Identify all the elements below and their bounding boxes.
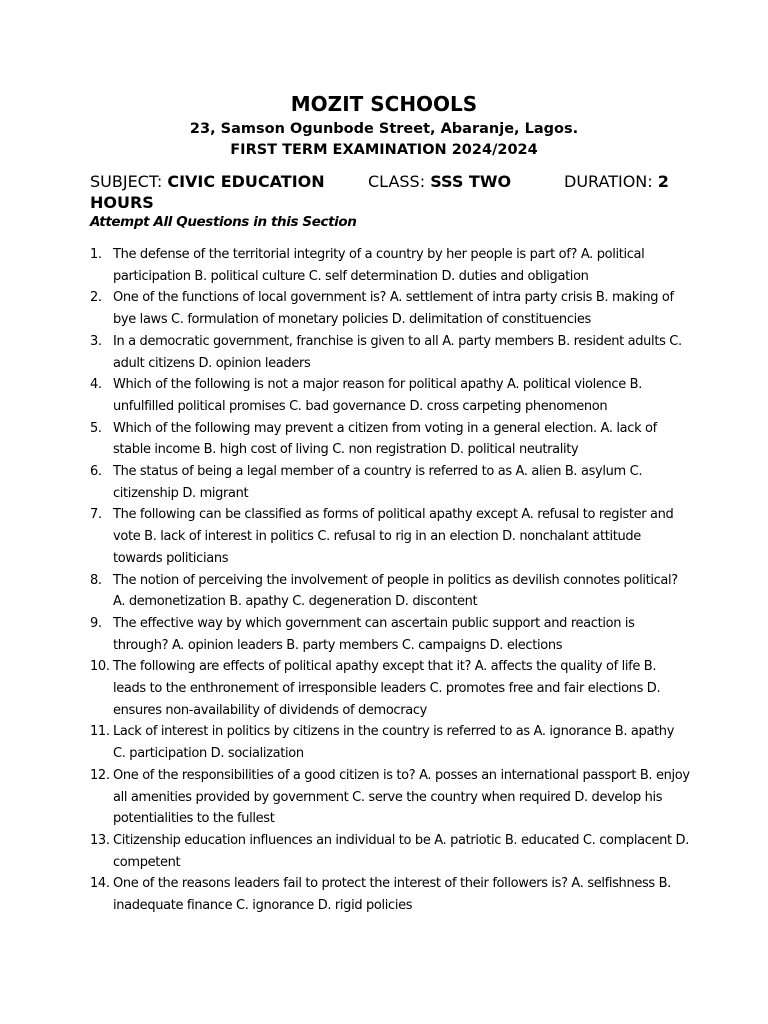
question-item: [90, 656, 690, 721]
question-item: [90, 461, 690, 504]
exam-title: FIRST TERM EXAMINATION 2024/2024: [230, 142, 538, 158]
question-number: 5.: [90, 420, 102, 436]
question-text: Which of the following is not a major reason for political apathy A. political violence B. unfulfilled political promises C. bad governance D. cross carpeting phenomenon: [113, 377, 642, 414]
question-text: Citizenship education influences an individual to be A. patriotic B. educated C. complacent D. competent: [113, 832, 689, 870]
question-number: 12.: [90, 767, 110, 783]
question-item: [90, 374, 690, 417]
question-number: 14.: [90, 876, 110, 892]
question-text: Which of the following may prevent a citizen from voting in a general election. A. lack of stable income B. high cost of living C. non registration D. political neutrality: [113, 420, 657, 458]
question-item: [90, 504, 690, 569]
school-name: MOZIT SCHOOLS: [290, 92, 478, 116]
question-item: [90, 873, 690, 916]
question-text: One of the reasons leaders fail to protect the interest of their followers is? A. selfishness B. inadequate finance C. ignorance D. rigid policies: [113, 876, 671, 914]
question-text: In a democratic government, franchise is given to all A. party members B. resident adults C. adult citizens D. opinion leaders: [113, 333, 682, 371]
question-item: [90, 418, 690, 461]
duration-label: DURATION:: [564, 172, 653, 191]
question-text: The status of being a legal member of a country is referred to as A. alien B. asylum C. citizenship D. migrant: [113, 464, 643, 501]
class-value: SSS TWO: [430, 172, 512, 191]
school-address: 23, Samson Ogunbode Street, Abaranje, Lagos.: [189, 121, 579, 137]
question-item: [90, 331, 690, 374]
question-number: 2.: [90, 290, 102, 306]
question-text: The defense of the territorial integrity of a country by her people is part of? A. political participation B. political culture C. self determination D. duties and obligation: [113, 247, 645, 284]
class-label: CLASS:: [368, 172, 426, 191]
question-item: [90, 570, 690, 613]
question-number: 3.: [90, 333, 102, 349]
question-text: The following can be classified as forms of political apathy except A. refusal to register and vote B. lack of interest in politics C. refusal to rig in an election D. nonchalant attitude towards politicians: [113, 507, 674, 566]
question-text: One of the functions of local government is? A. settlement of intra party crisis B. making of bye laws C. formulation of monetary policies D. delimitation of constituencies: [113, 290, 674, 328]
question-number: 11.: [90, 724, 110, 740]
question-item: [90, 287, 690, 330]
question-number: 6.: [90, 464, 102, 480]
question-item: [90, 830, 690, 873]
duration-unit: HOURS: [90, 193, 154, 212]
question-number: 8.: [90, 572, 102, 588]
duration-info: [564, 171, 669, 192]
question-number: 9.: [90, 615, 102, 631]
subject-value: CIVIC EDUCATION: [167, 172, 325, 191]
question-list: [90, 244, 690, 917]
question-number: 13.: [90, 832, 110, 848]
question-text: One of the responsibilities of a good citizen is to? A. posses an international passport B. enjoy all amenities provided by government C. serve the country when required D. develop his potentialities to the fullest: [113, 767, 690, 827]
class-info: [368, 171, 511, 192]
question-number: 7.: [90, 507, 102, 523]
question-text: The notion of perceiving the involvement of people in politics as devilish connotes political? A. demonetization B. apathy C. degeneration D. discontent: [113, 572, 678, 610]
question-text: The following are effects of political apathy except that it? A. affects the quality of life B. leads to the enthronement of irresponsible leaders C. promotes free and fair elections D. ensures non-availability of dividends of democracy: [113, 659, 661, 718]
question-number: 1.: [90, 247, 102, 262]
section-instruction: Attempt All Questions in this Section: [90, 214, 357, 230]
question-item: [90, 721, 690, 764]
question-item: [90, 765, 690, 830]
question-item: [90, 244, 690, 287]
duration-value: 2: [657, 172, 669, 191]
question-text: Lack of interest in politics by citizens in the country is referred to as A. ignorance B. apathy C. participation D. socialization: [113, 724, 675, 762]
subject-info: [90, 171, 325, 192]
question-number: 10.: [90, 659, 110, 675]
question-text: The effective way by which government can ascertain public support and reaction is through? A. opinion leaders B. party members C. campaigns D. elections: [113, 615, 635, 653]
subject-label: SUBJECT:: [90, 172, 163, 191]
question-number: 4.: [90, 377, 102, 393]
question-item: [90, 613, 690, 656]
